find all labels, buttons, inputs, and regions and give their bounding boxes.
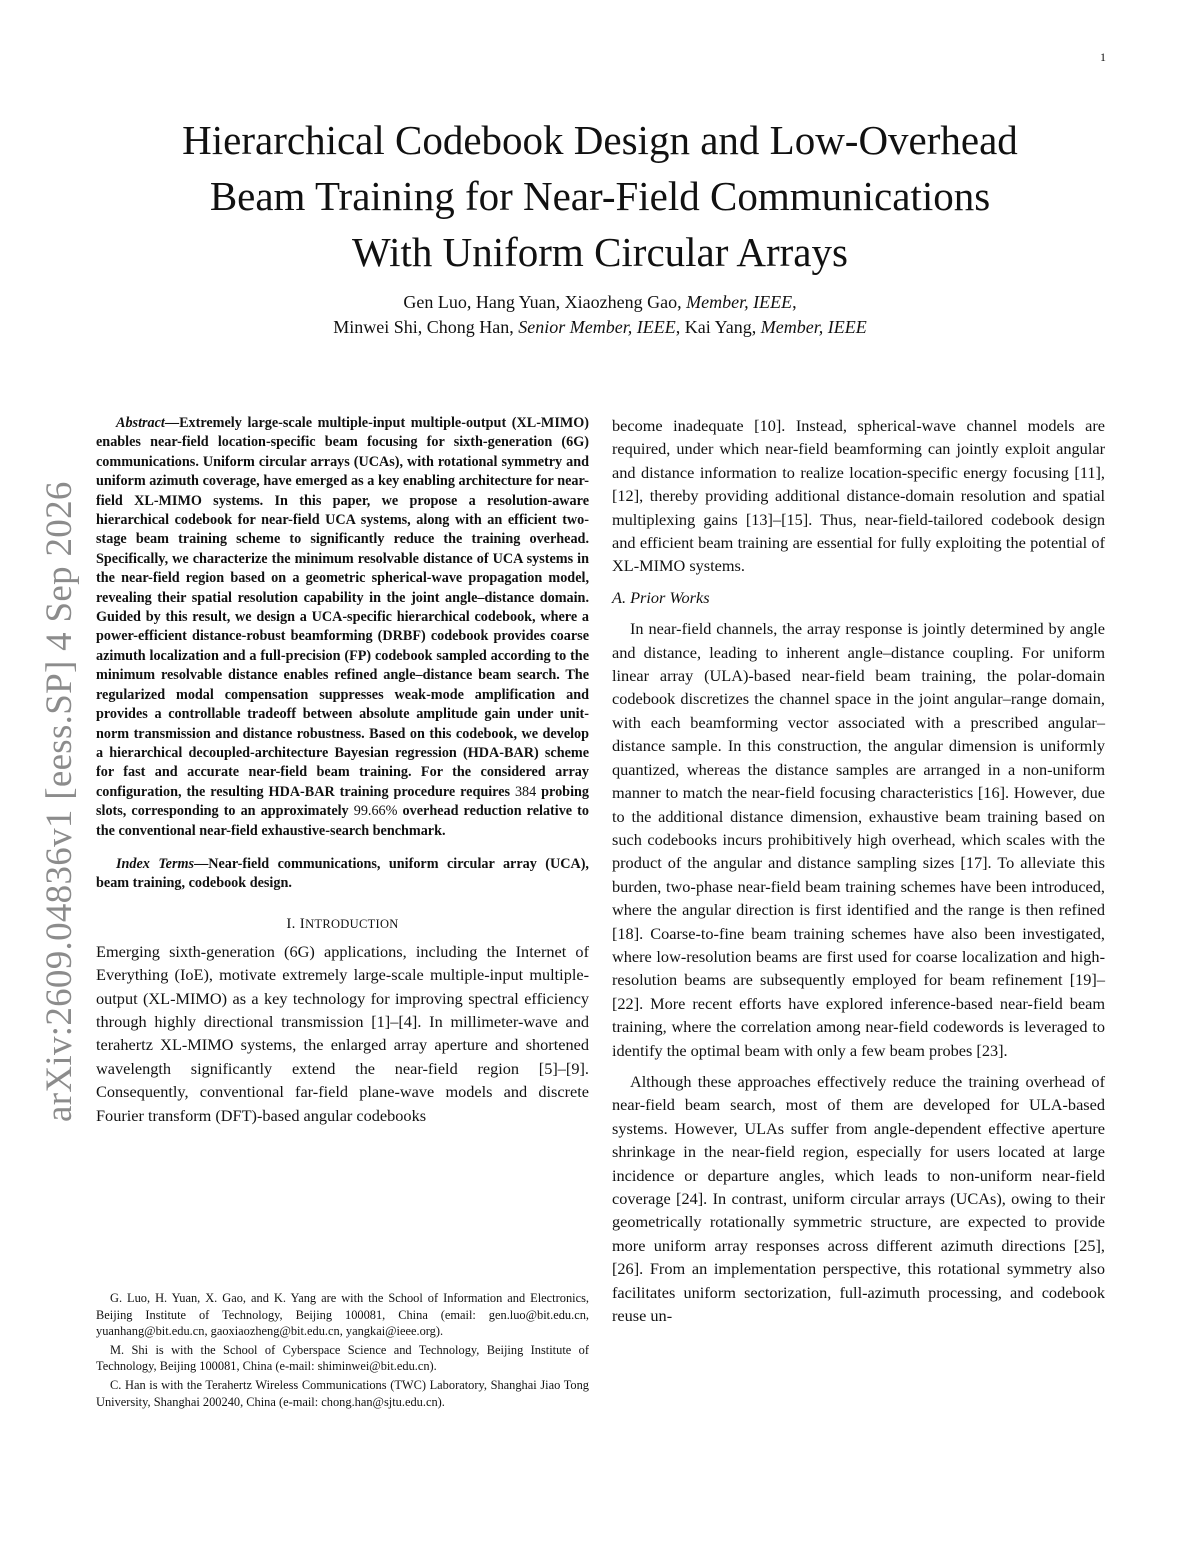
abstract [96,414,589,841]
section-title-rest: NTRODUCTION [305,916,399,931]
title-line-2: Beam Training for Near-Field Communications [209,173,991,219]
author-punct: , [792,292,797,312]
index-terms-text: —Near-field communications, uniform circular array (UCA), beam training, codebook design. [96,855,589,892]
author-list [150,290,1050,340]
author-names-3: , Kai Yang, [675,317,761,337]
author-role: Member, IEEE [760,317,867,337]
left-column [96,414,589,1127]
index-terms [96,855,589,894]
overhead-reduction-value: 99.66% [353,803,398,820]
abstract-text: —Extremely large-scale multiple-input multiple-output (XL-MIMO) enables near-field location-specific beam focusing for sixth-generation (6G) communications. Uniform circular arrays (UCAs), with rotational symmetry and uniform azimuth coverage, have emerged as a key enabling architecture for near-field XL-MIMO systems. In this paper, we propose a resolution-aware hierarchical codebook for near-field UCA systems, along with an efficient two-stage beam training scheme to significantly reduce the training overhead. Specifically, we characterize the minimum resolvable distance of UCA systems in the near-field region based on a geometric spherical-wave propagation model, revealing their spatial resolution capability in the joint angle–distance domain. Guided by this result, we design a UCA-specific hierarchical codebook, where a power-efficient distance-robust beamforming (DRBF) codebook provides coarse azimuth localization and a full-precision (FP) codebook sampled according to the minimum resolvable distance enables refined angle–distance beam search. The regularized modal compensation suppresses weak-mode amplification and provides a controllable tradeoff between absolute amplitude gain under unit-norm transmission and distance robustness. Based on this codebook, we develop a hierarchical decoupled-architecture Bayesian regression (HDA-BAR) scheme for fast and accurate near-field beam training. For the considered array configuration, the resulting HDA-BAR training procedure requires [96,415,589,800]
author-role: Member, IEEE [686,292,793,312]
affiliation-footnotes [96,1290,589,1412]
right-column [612,414,1105,1327]
prior-works-paragraph-2: Although these approaches effectively reduce the training overhead of near-field beam search, most of them are developed for ULA-based systems. However, ULAs suffer from angle-dependent effective aperture shrinkage in the near-field region, especially for users located at large incidence or departure angles, which leads to non-uniform near-field coverage [24]. In contrast, uniform circular arrays (UCAs), owing to their geometrically rotationally symmetric structure, are expected to provide more uniform array responses across different azimuth directions [25], [26]. From an implementation perspective, this rotational symmetry also facilitates uniform sectorization, full-azimuth processing, and codebook reuse un- [612,1071,1105,1326]
section-title-initial: I [299,915,306,932]
abstract-text-mid: probing slots, corresponding to an approximately [96,783,589,820]
footnote-2: M. Shi is with the School of Cyberspace Science and Technology, Beijing Institute of Technology, Beijing 100081, China (e-mail: shiminwei@bit.edu.cn). [96,1342,589,1374]
probing-slots-value: 384 [514,783,537,800]
page-number: 1 [1100,50,1106,64]
intro-paragraph-1: Emerging sixth-generation (6G) applications, including the Internet of Everything (IoE), motivate extremely large-scale multiple-input multiple-output (XL-MIMO) as a key technology for improving spectral efficiency through highly directional transmission [1]–[4]. In millimeter-wave and terahertz XL-MIMO systems, the enlarged array aperture and shortened wavelength significantly extend the near-field region [5]–[9]. Consequently, conventional far-field plane-wave models and discrete Fourier transform (DFT)-based angular codebooks [96,941,589,1125]
author-line-1 [150,290,1050,315]
footnote-1: G. Luo, H. Yuan, X. Gao, and K. Yang are with the School of Information and Electronics, Beijing Institute of Technology, Beijing 100081, China (email: gen.luo@bit.edu.cn, yuanhang@bit.edu.cn, gaoxiaozheng@bit.edu.cn, yangkai@ieee.org). [96,1291,589,1339]
abstract-label: Abstract [116,415,165,431]
author-line-2 [150,315,1050,340]
paper-title [80,112,1120,280]
arxiv-identifier-stamp: arXiv:2609.04836v1 [eess.SP] 4 Sep 2026 [39,481,80,1122]
title-line-3: With Uniform Circular Arrays [352,229,848,275]
footnote-3: C. Han is with the Terahertz Wireless Communications (TWC) Laboratory, Shanghai Jiao Tong University, Shanghai 200240, China (e-mail: chong.han@sjtu.edu.cn). [96,1377,589,1409]
section-heading-introduction [96,916,589,933]
author-names-2: Minwei Shi, Chong Han, [333,317,519,337]
author-role: Senior Member, IEEE [518,317,676,337]
title-line-1: Hierarchical Codebook Design and Low-Overhead [182,117,1018,163]
subsection-heading-prior-works: A. Prior Works [612,587,710,607]
section-number: I. [286,915,300,932]
author-names-1: Gen Luo, Hang Yuan, Xiaozheng Gao, [403,292,687,312]
intro-paragraph-1-continued: become inadequate [10]. Instead, spherical-wave channel models are required, under which near-field beamforming can jointly exploit angular and distance information to realize location-specific energy focusing [11], [12], thereby providing additional distance-domain resolution and spatial multiplexing gains [13]–[15]. Thus, near-field-tailored codebook design and efficient beam training are essential for fully exploiting the potential of XL-MIMO systems. [612,416,1105,576]
abstract-text-end: overhead reduction relative to the conventional near-field exhaustive-search benchmark. [96,803,589,839]
index-terms-label: Index Terms [116,855,195,872]
prior-works-paragraph-1: In near-field channels, the array response is jointly determined by angle and distance, leading to inherent angle–distance coupling. For uniform linear array (ULA)-based near-field beam training, the polar-domain codebook discretizes the channel space in the joint angular–range domain, with each beamforming vector associated with a prescribed angular–distance sample. In this construction, the angular dimension is uniformly quantized, whereas the distance samples are arranged in a non-uniform manner to match the near-field focusing characteristics [16]. However, due to the additional distance dimension, exhaustive beam training based on such codebooks incurs prohibitively high overhead, which scales with the product of the angular and distance sampling sizes [17]. To alleviate this burden, two-phase near-field beam training schemes have been introduced, where the angular direction is first identified and the range is then refined [18]. Coarse-to-fine beam training schemes have also been investigated, where low-resolution beams are first used for coarse localization and high-resolution beams are subsequently employed for beam refinement [19]–[22]. More recent efforts have explored inference-based near-field beam training, where the correlation among near-field codewords is leveraged to identify the optimal beam with only a few beam probes [23]. [612,619,1105,1060]
